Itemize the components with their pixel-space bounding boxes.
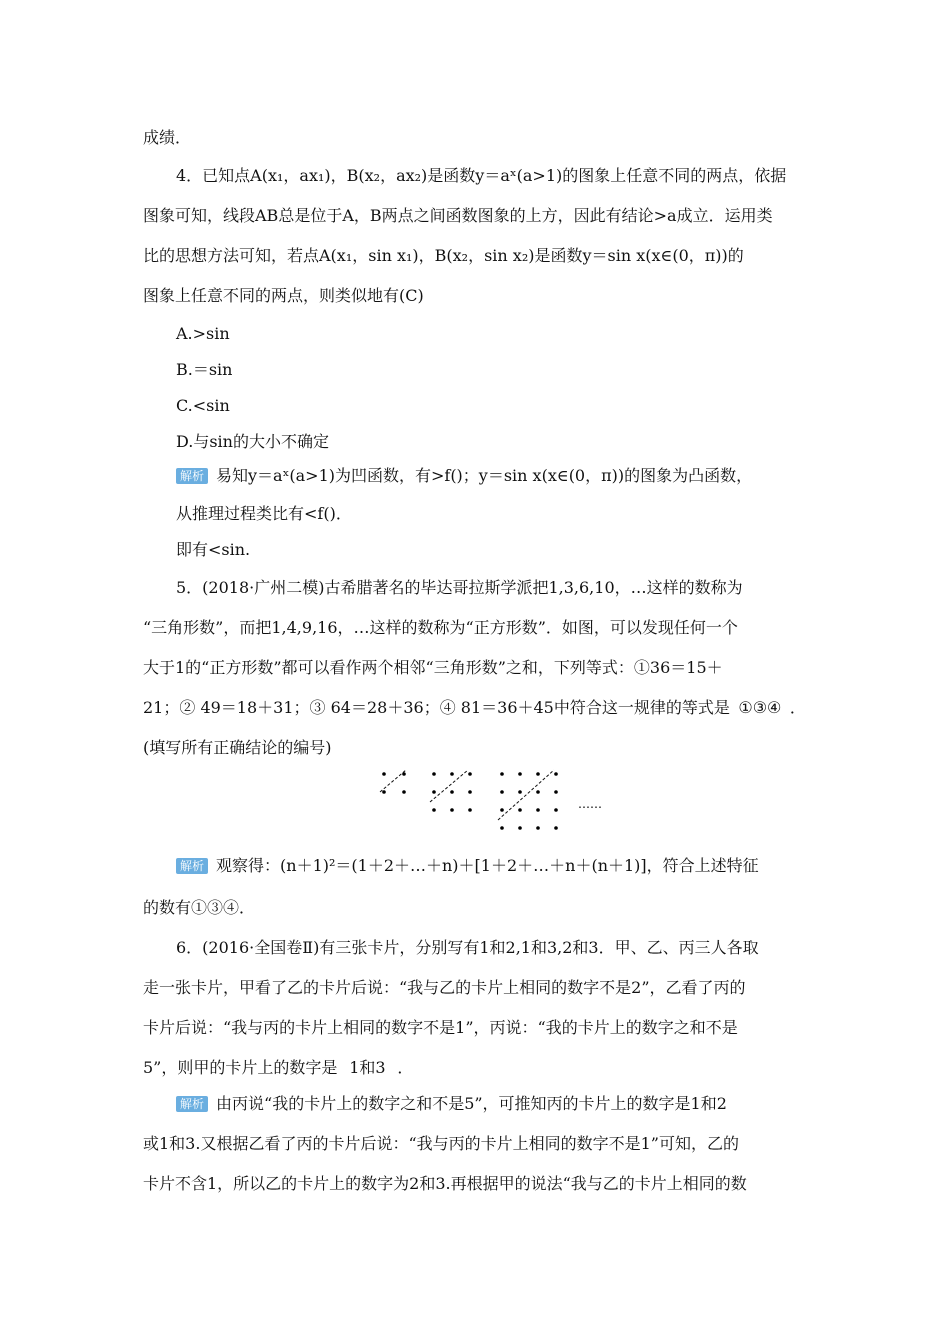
line-text: 成绩． <box>143 128 192 147</box>
line-text: D.与sin的大小不确定 <box>176 432 329 451</box>
text-line <box>143 698 806 718</box>
text-line <box>176 396 230 416</box>
line-text: 观察得：(n＋1)²＝(1＋2＋…＋n)＋[1＋2＋…＋n＋(n＋1)]，符合上述特征 <box>216 856 759 875</box>
figure-ellipsis: …… <box>578 797 602 811</box>
text-line <box>176 324 230 344</box>
square-4x4 <box>498 770 558 830</box>
line-end: ． <box>397 1058 414 1077</box>
line-text: C.<sin <box>176 396 230 415</box>
line-text: 比的思想方法可知，若点A(x₁，sin x₁)，B(x₂，sin x₂)是函数y＝sin x(x∈(0，π))的 <box>143 246 744 265</box>
analysis-badge: 解析 <box>176 1096 208 1112</box>
line-text: 从推理过程类比有<f()． <box>176 504 352 523</box>
line-text: 5．(2018·广州二模)古希腊著名的毕达哥拉斯学派把1,3,6,10，…这样的数称为 <box>176 578 743 597</box>
text-line <box>176 578 743 598</box>
line-text: B.＝sin <box>176 360 233 379</box>
line-text: 5”，则甲的卡片上的数字是 <box>143 1058 338 1077</box>
line-text: 易知y＝aˣ(a>1)为凹函数，有>f()；y＝sin x(x∈(0，π))的图象为凸函数， <box>216 466 753 485</box>
line-end: ． <box>789 698 806 717</box>
text-line <box>143 618 738 638</box>
text-line <box>176 360 232 380</box>
text-line <box>143 1134 739 1154</box>
text-line <box>176 432 329 452</box>
line-text: 即有<sin. <box>176 540 251 559</box>
text-line <box>176 540 250 560</box>
answer-blank: 1和3 <box>349 1058 386 1077</box>
text-line <box>143 738 332 758</box>
line-text: A.>sin <box>176 324 230 343</box>
text-line <box>143 128 191 148</box>
text-line <box>143 246 744 266</box>
analysis-badge: 解析 <box>176 468 208 484</box>
line-text: 或1和3.又根据乙看了丙的卡片后说：“我与丙的卡片上相同的数字不是1”可知，乙的 <box>143 1134 739 1153</box>
answer-blank: ①③④ <box>738 698 782 717</box>
line-text: 的数有①③④． <box>143 898 256 917</box>
line-text: (填写所有正确结论的编号) <box>143 738 332 757</box>
line-text: 卡片后说：“我与丙的卡片上相同的数字不是1”，丙说：“我的卡片上的数字之和不是 <box>143 1018 738 1037</box>
text-line <box>143 1174 747 1194</box>
square-3x3 <box>430 770 472 812</box>
text-line <box>176 504 352 524</box>
line-text: 6．(2016·全国卷Ⅱ)有三张卡片，分别写有1和2,1和3,2和3．甲、乙、丙三人各取 <box>176 938 759 957</box>
text-line <box>143 898 255 918</box>
analysis-badge: 解析 <box>176 858 208 874</box>
analysis-line <box>176 466 752 486</box>
line-text: 图象上任意不同的两点，则类似地有(C) <box>143 286 424 305</box>
line-text: 走一张卡片，甲看了乙的卡片后说：“我与乙的卡片上相同的数字不是2”，乙看了丙的 <box>143 978 746 997</box>
text-line <box>143 206 773 226</box>
square-numbers-figure <box>378 768 608 836</box>
line-text: 大于1的“正方形数”都可以看作两个相邻“三角形数”之和，下列等式：①36＝15＋ <box>143 658 723 677</box>
text-line <box>176 166 786 186</box>
text-line <box>143 1058 413 1078</box>
line-text: 卡片不含1，所以乙的卡片上的数字为2和3.再根据甲的说法“我与乙的卡片上相同的数 <box>143 1174 747 1193</box>
line-text: 由丙说“我的卡片上的数字之和不是5”，可推知丙的卡片上的数字是1和2 <box>216 1094 727 1113</box>
line-text: 4．已知点A(x₁，ax₁)，B(x₂，ax₂)是函数y＝aˣ(a>1)的图象上任意不同的两点，依据 <box>176 166 787 185</box>
line-text: “三角形数”，而把1,4,9,16，…这样的数称为“正方形数”．如图，可以发现任何一个 <box>143 618 738 637</box>
line-text: 21；② 49＝18＋31；③ 64＝28＋36；④ 81＝36＋45中符合这一规律的等式是 <box>143 698 730 717</box>
analysis-line <box>176 856 759 876</box>
line-text: 图象可知，线段AB总是位于A，B两点之间函数图象的上方，因此有结论>a成立．运用类 <box>143 206 773 225</box>
square-2x2 <box>380 770 406 794</box>
text-line <box>143 978 746 998</box>
text-line <box>143 286 424 306</box>
text-line <box>176 938 759 958</box>
text-line <box>143 658 723 678</box>
analysis-line <box>176 1094 727 1114</box>
text-line <box>143 1018 738 1038</box>
